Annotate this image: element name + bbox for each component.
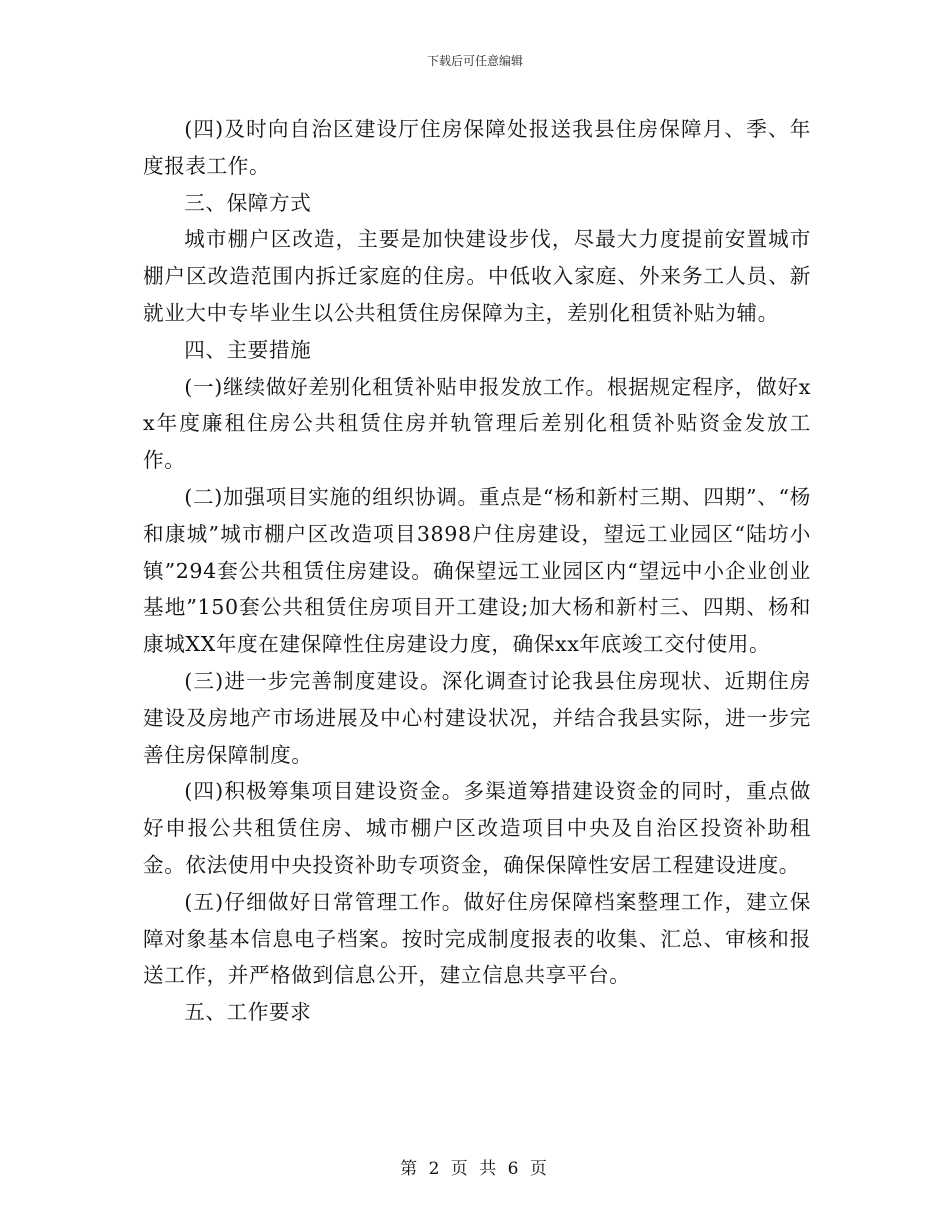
paragraph-report-submission: (四)及时向自治区建设厅住房保障处报送我县住房保障月、季、年度报表工作。 [143, 117, 811, 178]
paragraph-measure-5: (五)仔细做好日常管理工作。做好住房保障档案整理工作，建立保障对象基本信息电子档案。按时完成制度报表的收集、汇总、审核和报送工作，并严格做到信息公开，建立信息共享平台。 [143, 889, 811, 988]
paragraph-measure-1: (一)继续做好差别化租赁补贴申报发放工作。根据规定程序，做好xx年度廉租住房公共租赁住房并轨管理后差别化租赁补贴资金发放工作。 [143, 374, 811, 473]
paragraph-measure-4: (四)积极筹集项目建设资金。多渠道筹措建设资金的同时，重点做好申报公共租赁住房、城市棚户区改造项目中央及自治区投资补助租金。依法使用中央投资补助专项资金，确保保障性安居工程建设进度。 [143, 779, 811, 877]
heading-work-requirements: 五、工作要求 [184, 1000, 312, 1025]
page-header: 下载后可任意编辑 [426, 54, 523, 68]
heading-guarantee-method: 三、保障方式 [184, 190, 312, 215]
page-number: 第 2 页 共 6 页 [400, 1159, 550, 1179]
paragraph-guarantee-method: 城市棚户区改造，主要是加快建设步伐，尽最大力度提前安置城市棚户区改造范围内拆迁家庭的住房。中低收入家庭、外来务工人员、新就业大中专毕业生以公共租赁住房保障为主，差别化租赁补贴为辅。 [143, 227, 811, 325]
heading-main-measures: 四、主要措施 [184, 337, 312, 362]
paragraph-measure-2: (二)加强项目实施的组织协调。重点是“杨和新村三期、四期”、“杨和康城”城市棚户区改造项目3898户住房建设，望远工业园区“陆坊小镇”294套公共租赁住房建设。确保望远工业园区内“望远中小企业创业基地”150套公共租赁住房项目开工建设;加大杨和新村三、四期、杨和康城XX年度在建保障性住房建设力度，确保xx年底竣工交付使用。 [143, 484, 811, 657]
document-body [143, 111, 811, 1031]
paragraph-measure-3: (三)进一步完善制度建设。深化调查讨论我县住房现状、近期住房建设及房地产市场进展及中心村建设状况，并结合我县实际，进一步完善住房保障制度。 [143, 668, 811, 767]
